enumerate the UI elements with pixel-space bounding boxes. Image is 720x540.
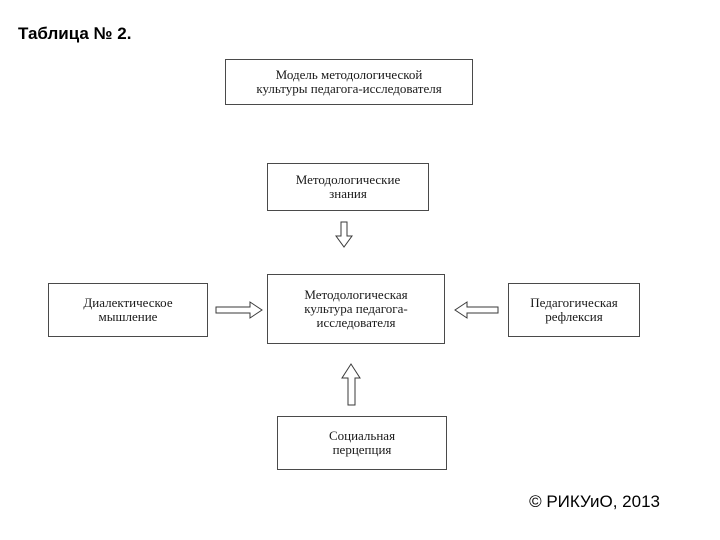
page-title: Таблица № 2.	[18, 24, 132, 43]
arrow-right-icon	[216, 302, 262, 318]
arrow-left-icon	[455, 302, 498, 318]
social-box-label: Социальная перцепция	[328, 428, 396, 457]
center-box-label: Методологическая культура педагога- исследователя	[304, 287, 408, 330]
arrow-up-icon	[342, 364, 360, 405]
dialectic-box-label: Диалектическое мышление	[83, 295, 173, 324]
arrow-down-icon	[336, 222, 352, 247]
model-box-label: Модель методологической культуры педагога-исследователя	[256, 67, 442, 96]
reflexion-box-label: Педагогическая рефлексия	[530, 295, 618, 324]
knowledge-box-label: Методологические знания	[295, 172, 401, 201]
copyright-text: © РИКУиО, 2013	[529, 492, 660, 511]
